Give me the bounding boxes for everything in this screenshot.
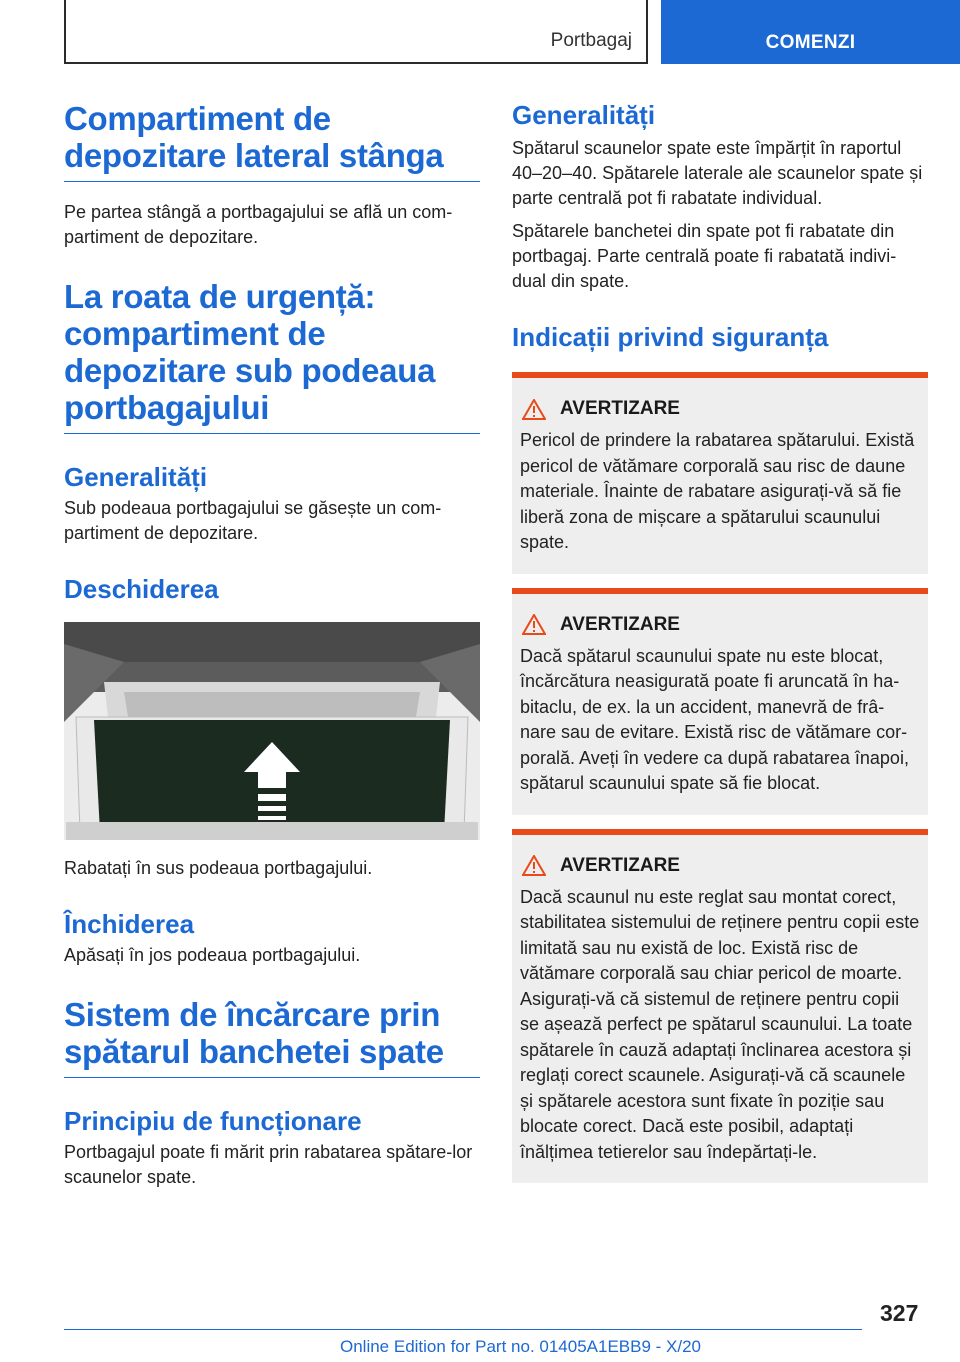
heading-general: Generalități — [64, 462, 208, 492]
warning-label: AVERTIZARE — [560, 854, 680, 876]
paragraph-general-2: Spătarele banchetei din spate pot fi rabatate din portbagaj. Parte centrală poate fi rabatată indivi-dual din spate. — [512, 221, 897, 291]
heading-storage-left: Compartiment de depozitare lateral stânga — [64, 100, 480, 182]
warning-box-2 — [512, 588, 928, 815]
paragraph-general-1: Spătarul scaunelor spate este împărțit în raportul 40–20–40. Spătarele laterale ale scaunelor spate și parte centrală pot fi rabatate individual. — [512, 138, 923, 208]
page-number: 327 — [880, 1300, 919, 1326]
warning-box-1 — [512, 372, 928, 574]
left-column — [64, 100, 480, 1190]
header-frame — [64, 0, 648, 64]
heading-loading-system: Sistem de încărcare prin spătarul banchetei spate — [64, 996, 480, 1078]
heading-closing: Închiderea — [64, 909, 195, 939]
footer-edition-link[interactable]: Online Edition for Part no. 01405A1EBB9 - X/20 — [340, 1337, 702, 1356]
right-column — [512, 100, 928, 1183]
warning-triangle-icon — [522, 855, 546, 876]
trunk-floor-illustration — [64, 622, 480, 840]
heading-opening: Deschiderea — [64, 574, 219, 604]
warning-box-3 — [512, 829, 928, 1184]
paragraph-storage-left: Pe partea stângă a portbagajului se află un com-partiment de depozitare. — [64, 202, 453, 247]
tab-comenzi[interactable] — [661, 0, 960, 64]
warning-label: AVERTIZARE — [560, 398, 680, 419]
warning-text: Dacă scaunul nu este reglat sau montat corect, stabilitatea sistemului de reținere pentru copii este limitată sau nu există de loc. Există risc de vătămare corporală sau chiar pericol de moarte. Asigurați-vă că sistemul de reținere pentru copii se așează perfect pe spătarul scaunului. La toate spătarele în cauză adaptați înclinarea acestora și reglați corect scaunele. Asigurați-vă că scaunele și spătarele acestora sunt fixate în poziție sau blocate corect. Dacă este posibil, adaptați înălțimea tetierelor sau îndepărtați-le. — [520, 886, 920, 1162]
caption-opening: Rabatați în sus podeaua portbagajului. — [64, 858, 373, 878]
heading-spare-wheel: La roata de urgență: compartiment de depozitare sub podeaua portbagajului — [64, 278, 480, 434]
paragraph-general: Sub podeaua portbagajului se găsește un com-partiment de depozitare. — [64, 498, 442, 543]
section-title: Portbagaj — [550, 30, 632, 51]
paragraph-principle: Portbagajul poate fi mărit prin rabatarea spătare-lor scaunelor spate. — [64, 1142, 473, 1187]
tab-label: COMENZI — [765, 32, 856, 53]
warning-triangle-icon — [522, 399, 546, 420]
warning-triangle-icon — [522, 614, 546, 635]
heading-principle: Principiu de funcționare — [64, 1106, 362, 1136]
paragraph-closing: Apăsați în jos podeaua portbagajului. — [64, 945, 361, 965]
warning-label: AVERTIZARE — [560, 613, 680, 635]
footer-divider — [64, 1329, 862, 1330]
trunk-floor-drawing — [64, 622, 480, 840]
warning-text: Pericol de prindere la rabatarea spătarului. Există pericol de vătămare corporală sau risc de daune materiale. Înainte de rabatare asigurați-vă să fie liberă zona de mișcare a spătarului scaunului spate. — [520, 430, 915, 552]
heading-safety: Indicații privind siguranța — [512, 322, 829, 352]
warning-text: Dacă spătarul scaunului spate nu este blocat, încărcătura neasigurată poate fi aruncată în ha-bitaclu, de ex. la un accident, manevră de frâ-nare sau de evitare. Există risc de vătămare cor-porală. Aveți în vedere ca după rabatarea înapoi, spătarul scaunului spate să fie blocat. — [520, 645, 909, 793]
heading-general-right: Generalități — [512, 100, 656, 130]
